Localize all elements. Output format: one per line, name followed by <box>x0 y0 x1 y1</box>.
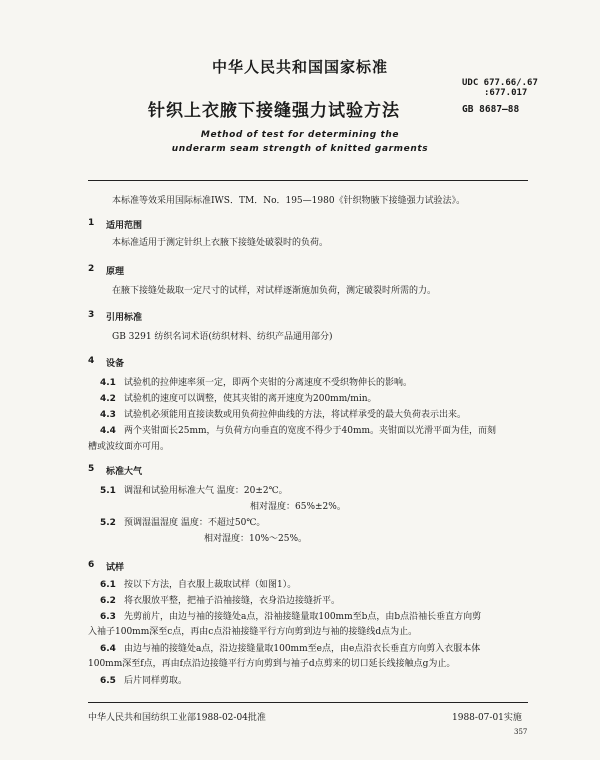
english-title-line2: underarm seam strength of knitted garments <box>171 144 429 154</box>
clause-number: 4.3 <box>100 410 116 420</box>
section-number: 2 <box>88 264 95 274</box>
clause-number: 6.5 <box>100 676 116 686</box>
udc-code-line1: UDC 677.66/.67 <box>462 78 538 88</box>
section-number: 5 <box>88 464 95 474</box>
clause-text: 由边与袖的接缝处a点，沿边接缝量取100mm至e点，由e点沿衣长垂直方向剪入衣服本体 <box>124 644 481 654</box>
clause-number: 4.4 <box>100 426 116 436</box>
footer-divider <box>88 702 528 703</box>
section-number: 4 <box>88 356 95 366</box>
section-number: 6 <box>88 560 95 570</box>
clause-text: 两个夹钳面长25mm，与负荷方向垂直的宽度不得少于40mm。夹钳面以光滑平面为佳，而刻 <box>124 426 497 436</box>
clause-number: 6.1 <box>100 580 116 590</box>
intro-paragraph: 本标准等效采用国际标准IWS．TM．No．195—1980《针织物腋下接缝强力试验法》。 <box>112 196 466 206</box>
section-heading: 引用标准 <box>106 313 143 323</box>
english-title-line1: Method of test for determining the <box>200 130 400 140</box>
section-heading: 适用范围 <box>106 221 143 231</box>
implementation-date: 1988-07-01实施 <box>452 713 522 723</box>
clause-text: 将衣服放平整，把袖子沿袖接缝，衣身沿边接缝折平。 <box>124 596 341 606</box>
clause-number: 6.3 <box>100 612 116 622</box>
clause-text-continued: 入袖子100mm深至c点，再由c点沿袖接缝平行方向剪到边与袖的接缝线d点为止。 <box>88 627 418 637</box>
clause-text: 调湿和试验用标准大气 温度：20±2℃。 <box>124 486 288 496</box>
section-number: 1 <box>88 218 95 228</box>
gb-standard-number: GB 8687—88 <box>462 104 520 115</box>
section-body: GB 3291 纺织名词术语(纺织材料、纺织产品通用部分) <box>112 332 333 342</box>
clause-text-continued: 相对湿度：10%～25%。 <box>204 534 308 544</box>
section-body: 在腋下接缝处裁取一定尺寸的试样，对试样逐渐施加负荷，测定破裂时所需的力。 <box>112 286 437 296</box>
section-heading: 设备 <box>106 359 125 369</box>
clause-text: 按以下方法，自衣服上裁取试样（如图1）。 <box>124 580 297 590</box>
page-number: 357 <box>514 728 528 736</box>
clause-number: 4.2 <box>100 394 116 404</box>
clause-text-continued: 槽或波纹面亦可用。 <box>88 442 170 452</box>
udc-code-line2: :677.017 <box>484 88 528 98</box>
clause-text: 试验机必须能用直接读数或用负荷拉伸曲线的方法，将试样承受的最大负荷表示出来。 <box>124 410 467 420</box>
clause-number: 5.1 <box>100 486 116 496</box>
clause-number: 5.2 <box>100 518 116 528</box>
clause-number: 4.1 <box>100 378 116 388</box>
clause-text: 先剪前片，由边与袖的接缝处a点，沿袖接缝量取100mm至b点，由b点沿袖长垂直方向剪 <box>124 612 482 622</box>
clause-text-continued: 100mm深至f点，再由f点沿边接缝平行方向剪到与袖子d点剪来的切口延长线接触点g为止。 <box>88 659 456 669</box>
section-heading: 标准大气 <box>106 467 143 477</box>
approval-statement: 中华人民共和国纺织工业部1988-02-04批准 <box>88 713 266 723</box>
section-heading: 试样 <box>106 563 125 573</box>
clause-number: 6.4 <box>100 644 116 654</box>
section-body: 本标准适用于测定针织上衣腋下接缝处破裂时的负荷。 <box>112 238 329 248</box>
clause-text: 试验机的速度可以调整，使其夹钳的离开速度为200mm/min。 <box>124 394 377 404</box>
clause-text-continued: 相对湿度：65%±2%。 <box>250 502 346 512</box>
section-heading: 原理 <box>106 267 125 277</box>
clause-text: 试验机的拉伸速率须一定，即两个夹钳的分离速度不受织物伸长的影响。 <box>124 378 413 388</box>
section-number: 3 <box>88 310 95 320</box>
clause-number: 6.2 <box>100 596 116 606</box>
clause-text: 预调湿温湿度 温度：不超过50℃。 <box>124 518 266 528</box>
document-title: 针织上衣腋下接缝强力试验方法 <box>148 101 400 121</box>
header-divider <box>88 180 528 181</box>
standard-category-title: 中华人民共和国国家标准 <box>211 58 388 76</box>
clause-text: 后片同样剪取。 <box>124 676 188 686</box>
